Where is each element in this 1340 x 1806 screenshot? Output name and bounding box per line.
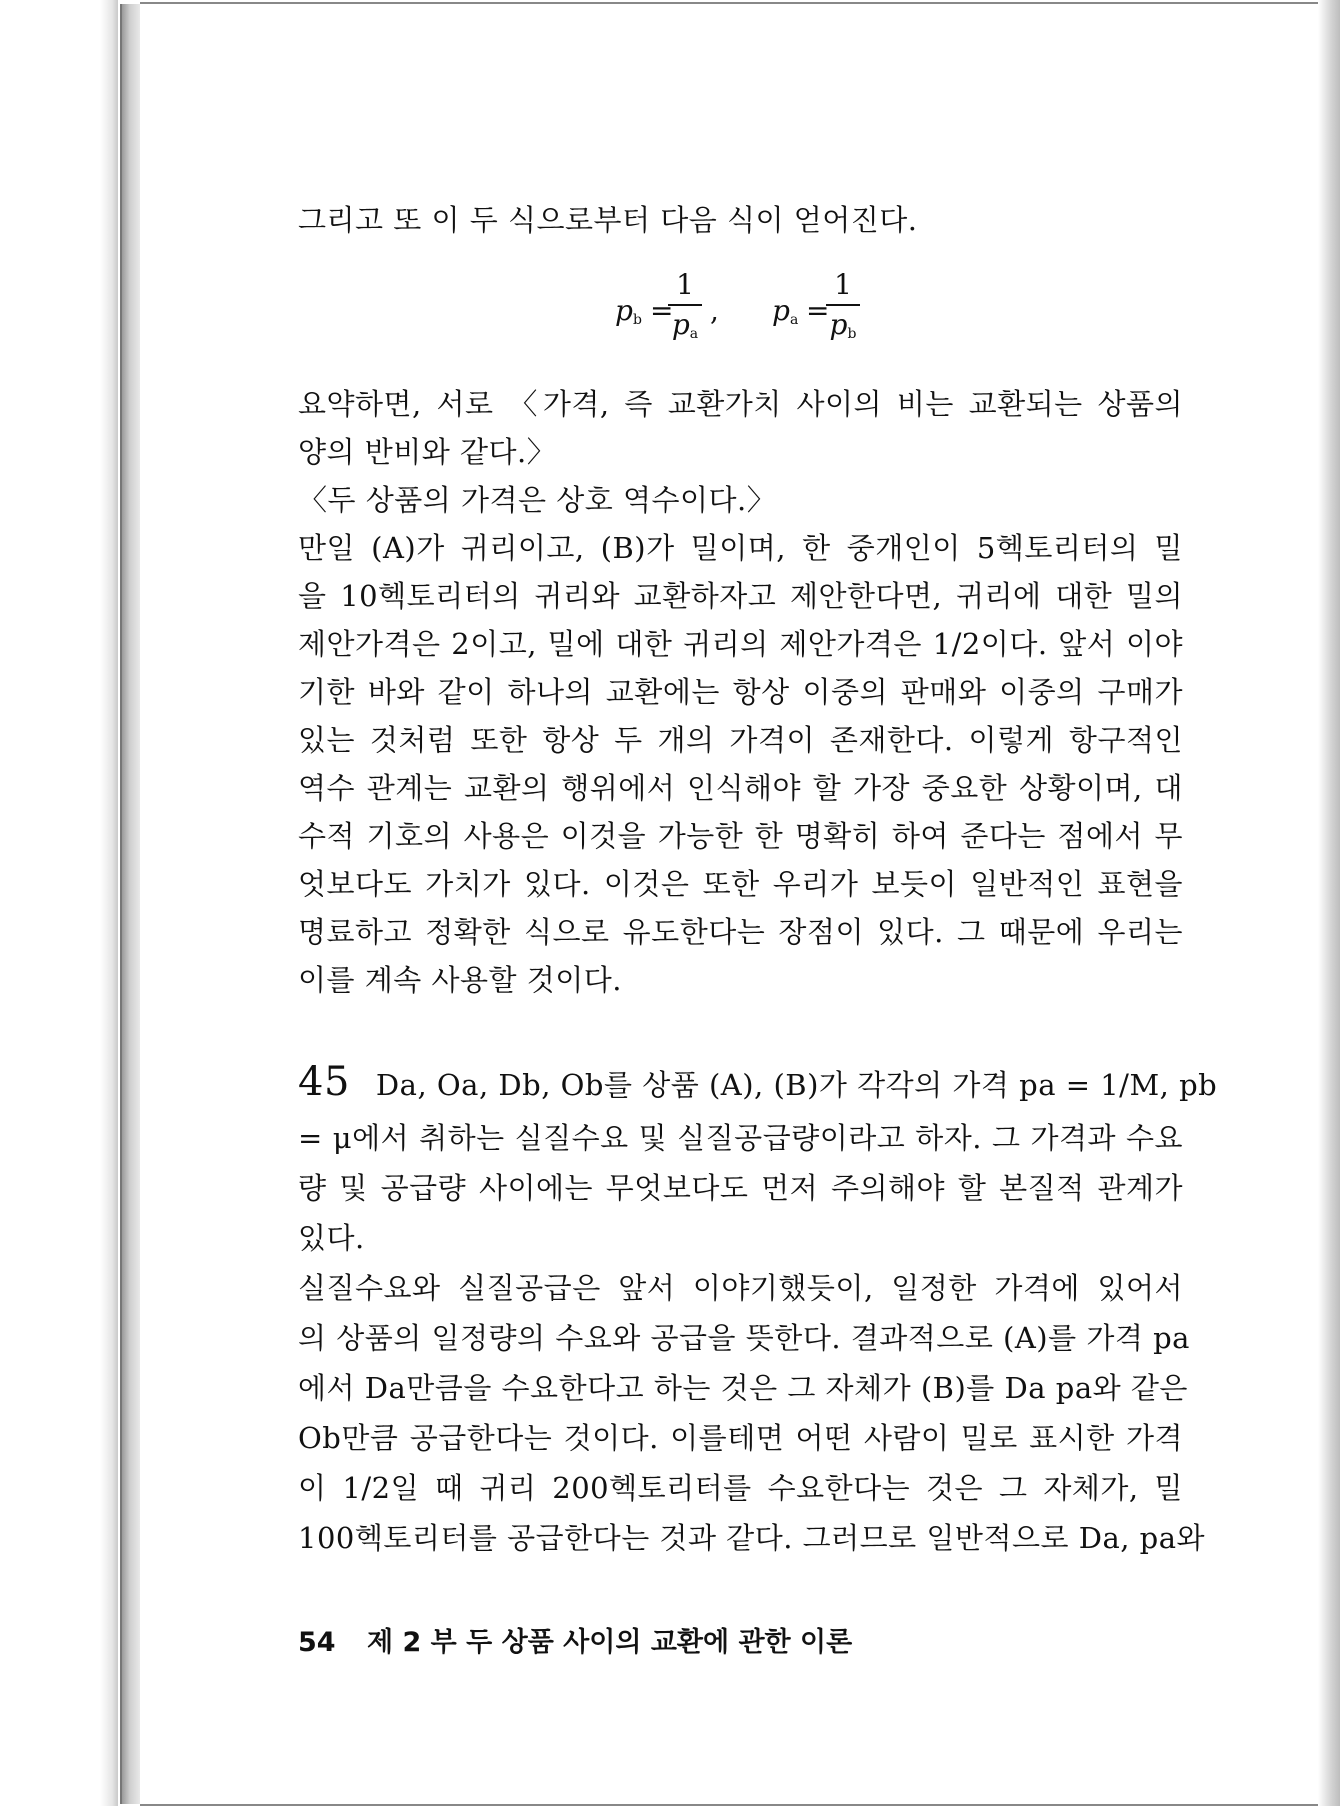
text-line: 역수 관계는 교환의 행위에서 인식해야 할 가장 중요한 상황이며, 대 (298, 771, 1183, 805)
page-edge (120, 4, 142, 1804)
formula-left-lhs: $p_b$ (615, 294, 642, 328)
text-line: Ob만큼 공급한다는 것이다. 이를테면 어떤 사람이 밀로 표시한 가격 (298, 1421, 1183, 1455)
text-line: 을 10헥토리터의 귀리와 교환하자고 제안한다면, 귀리에 대한 밀의 (298, 579, 1183, 613)
text-line: 100헥토리터를 공급한다는 것과 같다. 그러므로 일반적으로 Da, pa와 (298, 1521, 1206, 1555)
text-line: 양의 반비와 같다.〉 (298, 435, 557, 469)
section-first-line: Da, Oa, Db, Ob를 상품 (A), (B)가 각각의 가격 pa = 1/M, pb (375, 1068, 1218, 1102)
text-line: 있는 것처럼 또한 항상 두 개의 가격이 존재한다. 이렇게 항구적인 (298, 723, 1183, 757)
text-line: 명료하고 정확한 식으로 유도한다는 장점이 있다. 그 때문에 우리는 (298, 915, 1183, 949)
section-number: 45 (298, 1059, 350, 1105)
page-number: 54 (298, 1627, 336, 1658)
text-line: 있다. (298, 1221, 365, 1255)
text-line: 제안가격은 2이고, 밀에 대한 귀리의 제안가격은 1/2이다. 앞서 이야 (298, 627, 1183, 661)
text-line: 에서 Da만큼을 수요한다고 하는 것은 그 자체가 (B)를 Da pa와 같은 (298, 1371, 1188, 1405)
text-line: 요약하면, 서로 〈가격, 즉 교환가치 사이의 비는 교환되는 상품의 (298, 387, 1183, 421)
text-line: = μ에서 취하는 실질수요 및 실질공급량이라고 하자. 그 가격과 수요 (298, 1121, 1183, 1155)
text-line: 량 및 공급량 사이에는 무엇보다도 먼저 주의해야 할 본질적 관계가 (298, 1171, 1183, 1205)
reciprocal-formula (600, 268, 1000, 358)
text-line: 기한 바와 같이 하나의 교환에는 항상 이중의 판매와 이중의 구매가 (298, 675, 1183, 709)
text-line: 만일 (A)가 귀리이고, (B)가 밀이며, 한 중개인이 5헥토리터의 밀 (298, 531, 1183, 565)
formula-right-eq: = (806, 294, 830, 327)
section-heading-line (298, 1059, 1218, 1105)
text-line: 의 상품의 일정량의 수요와 공급을 뜻한다. 결과적으로 (A)를 가격 pa (298, 1321, 1190, 1355)
page-footer (298, 1620, 852, 1659)
formula-comma: , (710, 294, 719, 327)
text-line: 〈두 상품의 가격은 상호 역수이다.〉 (298, 483, 777, 517)
text-line: 엇보다도 가치가 있다. 이것은 또한 우리가 보듯이 일반적인 표현을 (298, 867, 1183, 901)
right-edge-shadow (1318, 0, 1340, 1806)
formula-right-fraction: 1 $p_b$ (826, 268, 860, 351)
text-line: 이 1/2일 때 귀리 200헥토리터를 수요한다는 것은 그 자체가, 밀 (298, 1471, 1183, 1505)
text-line: 수적 기호의 사용은 이것을 가능한 한 명확히 하여 준다는 점에서 무 (298, 819, 1183, 853)
spine-shadow (0, 0, 118, 1806)
formula-left-fraction: 1 $p_a$ (668, 268, 702, 351)
running-head: 제 2 부 두 상품 사이의 교환에 관한 이론 (366, 1627, 853, 1658)
formula-left-eq: = (650, 294, 674, 327)
text-line: 그리고 또 이 두 식으로부터 다음 식이 얻어진다. (298, 203, 918, 237)
text-line: 실질수요와 실질공급은 앞서 이야기했듯이, 일정한 가격에 있어서 (298, 1271, 1183, 1305)
text-line: 이를 계속 사용할 것이다. (298, 963, 623, 997)
formula-right-lhs: $p_a$ (772, 294, 799, 328)
